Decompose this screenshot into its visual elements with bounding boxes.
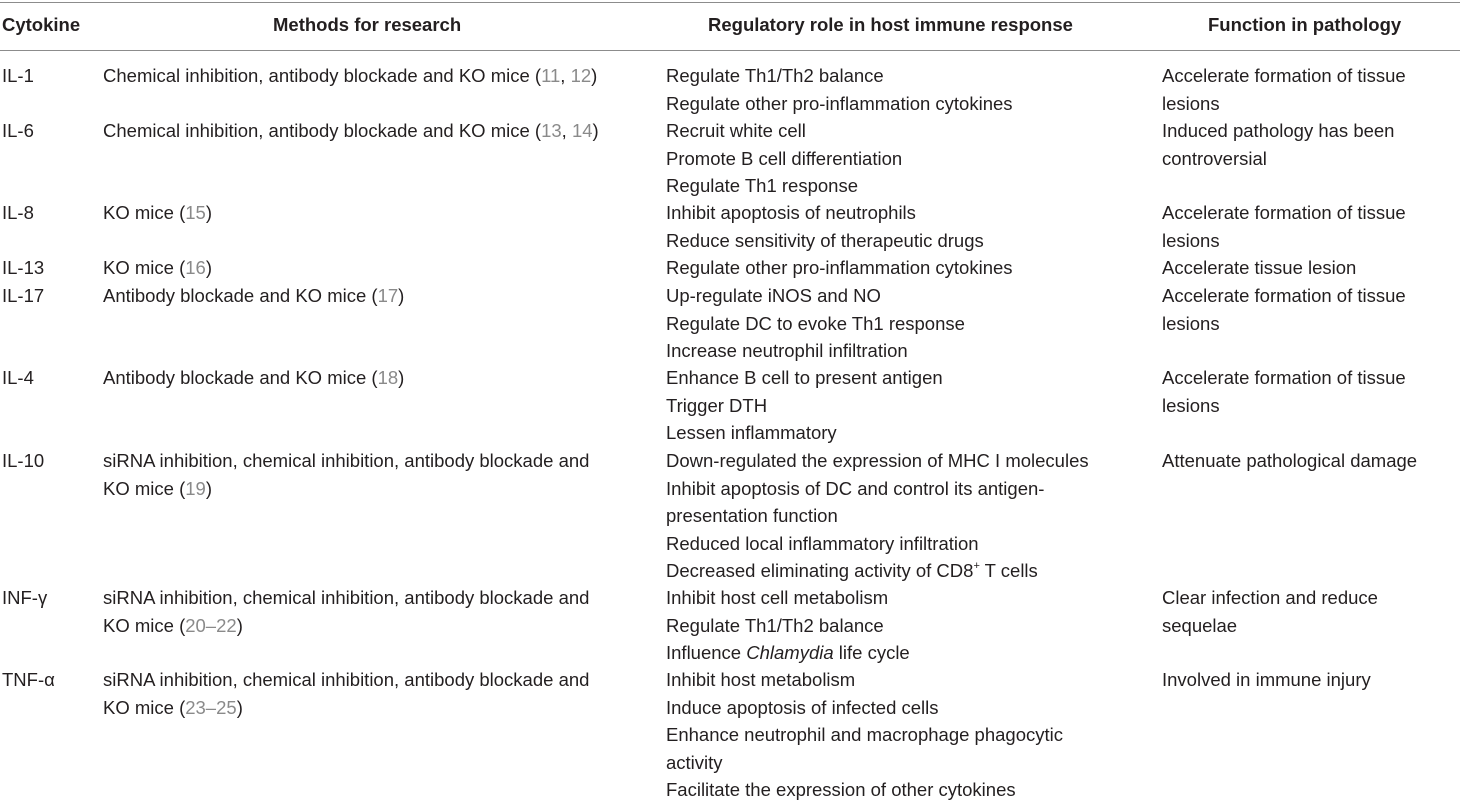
function-cell: Accelerate formation of tissue lesions xyxy=(1162,202,1406,251)
methods-cell: Antibody blockade and KO mice (18) xyxy=(103,367,405,388)
reference-link[interactable]: 18 xyxy=(377,367,399,388)
reference-link[interactable]: 13 xyxy=(541,120,562,141)
role-cell: Inhibit apoptosis of neutrophils Reduce sensitivity of therapeutic drugs xyxy=(666,202,984,251)
role-cell: Inhibit host metabolism Induce apoptosis of infected cells Enhance neutrophil and macrophage phagocytic activity Facilitate the expression of other cytokines xyxy=(666,669,1064,800)
role-cell: Down-regulated the expression of MHC I molecules Inhibit apoptosis of DC and control its antigen- presentation function Reduced local inflammatory infiltration Decreased eliminating activity of CD8+ T cells xyxy=(666,450,1089,581)
cytokine-name: IL-8 xyxy=(2,202,34,223)
role-cell: Regulate other pro-inflammation cytokines xyxy=(666,257,1013,278)
methods-cell: siRNA inhibition, chemical inhibition, antibody blockade and KO mice (20–22) xyxy=(103,587,590,636)
reference-link[interactable]: 12 xyxy=(570,65,592,86)
function-cell: Accelerate formation of tissue lesions xyxy=(1162,65,1406,114)
reference-link[interactable]: 16 xyxy=(185,257,206,278)
methods-cell: KO mice (16) xyxy=(103,257,212,278)
function-cell: Induced pathology has been controversial xyxy=(1162,120,1395,169)
role-cell: Recruit white cell Promote B cell differentiation Regulate Th1 response xyxy=(666,120,903,196)
cytokine-name: IL-4 xyxy=(2,367,34,388)
reference-link[interactable]: 14 xyxy=(571,120,593,141)
function-cell: Involved in immune injury xyxy=(1162,669,1371,690)
role-cell: Enhance B cell to present antigen Trigger DTH Lessen inflammatory xyxy=(666,367,943,443)
reference-link[interactable]: 23–25 xyxy=(185,696,237,718)
cytokine-name: IL-17 xyxy=(2,285,45,306)
header-function: Function in pathology xyxy=(1208,14,1402,35)
header-methods: Methods for research xyxy=(273,14,462,35)
function-cell: Clear infection and reduce sequelae xyxy=(1162,587,1378,636)
cytokine-name: IL-6 xyxy=(2,120,34,141)
methods-cell: Antibody blockade and KO mice (17) xyxy=(103,285,405,306)
function-cell: Attenuate pathological damage xyxy=(1162,450,1418,471)
role-cell: Inhibit host cell metabolism Regulate Th1/Th2 balance Influence Chlamydia life cycle xyxy=(666,587,910,663)
methods-cell: KO mice (15) xyxy=(103,202,212,223)
cytokine-name: INF-γ xyxy=(2,587,48,608)
reference-link[interactable]: 17 xyxy=(377,285,399,306)
function-cell: Accelerate formation of tissue lesions xyxy=(1162,367,1406,416)
header-cytokine: Cytokine xyxy=(2,14,81,35)
header-role: Regulatory role in host immune response xyxy=(708,14,1073,35)
cytokine-name: IL-13 xyxy=(2,257,45,278)
reference-link[interactable]: 11 xyxy=(541,65,561,86)
cytokine-name: IL-1 xyxy=(2,65,34,86)
reference-link[interactable]: 20–22 xyxy=(185,614,237,636)
table-top-rule xyxy=(0,2,1460,3)
reference-link[interactable]: 19 xyxy=(185,477,206,499)
methods-cell: siRNA inhibition, chemical inhibition, antibody blockade and KO mice (23–25) xyxy=(103,669,590,718)
role-cell: Regulate Th1/Th2 balance Regulate other pro-inflammation cytokines xyxy=(666,65,1013,114)
methods-cell: Chemical inhibition, antibody blockade and KO mice (13, 14) xyxy=(103,120,599,141)
table-header xyxy=(0,14,1460,42)
role-cell: Up-regulate iNOS and NO Regulate DC to evoke Th1 response Increase neutrophil infiltration xyxy=(666,285,965,361)
methods-cell: siRNA inhibition, chemical inhibition, antibody blockade and KO mice (19) xyxy=(103,450,590,499)
function-cell: Accelerate formation of tissue lesions xyxy=(1162,285,1406,334)
header-bottom-rule xyxy=(0,50,1460,51)
function-cell: Accelerate tissue lesion xyxy=(1162,257,1357,278)
reference-link[interactable]: 15 xyxy=(185,202,206,223)
cytokine-name: IL-10 xyxy=(2,450,45,471)
methods-cell: Chemical inhibition, antibody blockade and KO mice (11, 12) xyxy=(103,65,598,86)
cytokine-name: TNF-α xyxy=(2,669,55,690)
